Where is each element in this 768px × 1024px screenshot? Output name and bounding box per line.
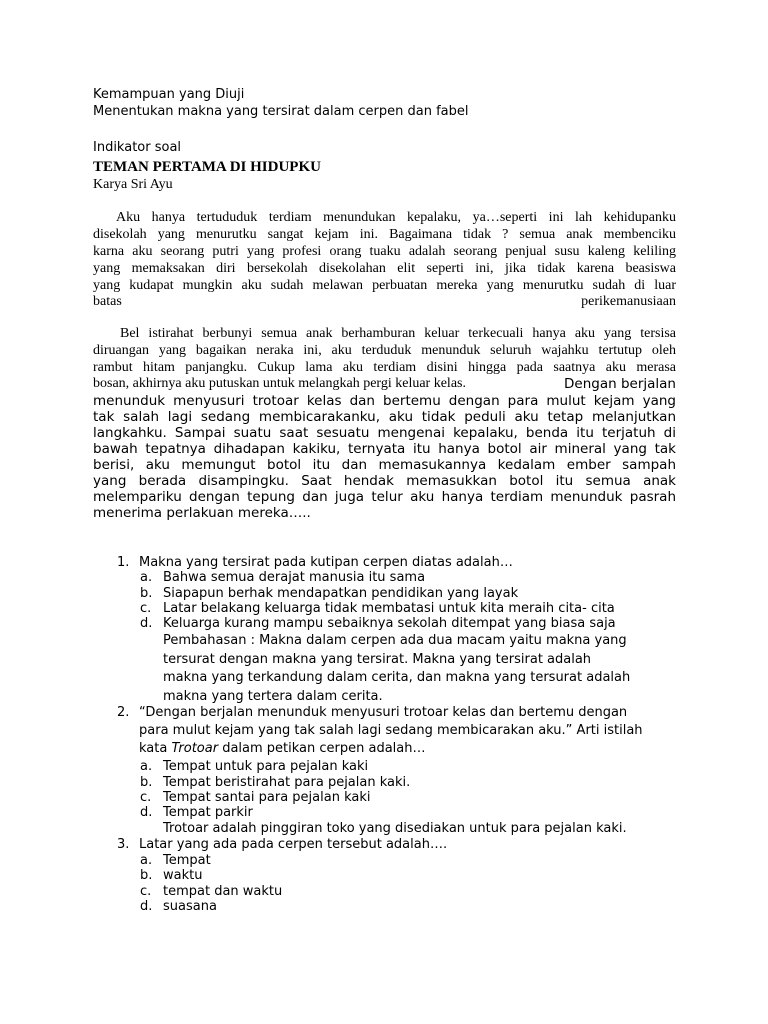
story-title: TEMAN PERTAMA DI HIDUPKU <box>93 159 321 175</box>
option-text: Latar belakang keluarga tidak membatasi untuk kita meraih cita- cita <box>163 601 615 616</box>
story-p2-line: rambut hitam panjangku. Cukup lama aku terdiam disini hingga pada saatnya aku merasa <box>93 360 676 375</box>
story-p1-line: karna aku seorang putri yang profesi orang tuaku adalah seorang penjual susu kaleng keliling <box>93 244 676 259</box>
option-letter: a. <box>140 759 153 774</box>
option-text: Tempat beristirahat para pejalan kaki. <box>163 775 411 790</box>
story-p2-line: Bel istirahat berbunyi semua anak berhamburan keluar terkecuali hanya aku yang tersisa <box>120 326 676 341</box>
option-letter: a. <box>140 853 153 868</box>
option-letter: c. <box>140 601 152 616</box>
option-text: tempat dan waktu <box>163 884 283 899</box>
option-text: Tempat parkir <box>163 805 253 820</box>
option-letter: a. <box>140 570 153 585</box>
story-p2-line: menerima perlakuan mereka….. <box>93 505 311 521</box>
explanation-line: tersurat dengan makna yang tersirat. Makna yang tersirat adalah <box>163 652 592 667</box>
story-p2-mixed-line <box>93 376 676 392</box>
question-text-pre: kata <box>139 741 172 756</box>
explanation-line: makna yang tertera dalam cerita. <box>163 689 383 704</box>
option-letter: b. <box>140 868 153 883</box>
question-text-post: dalam petikan cerpen adalah… <box>218 741 426 756</box>
option-text: Tempat untuk para pejalan kaki <box>163 759 369 774</box>
story-p1-line: batas <box>93 294 122 309</box>
explanation-line: makna yang terkandung dalam cerita, dan makna yang tersurat adalah <box>163 670 631 685</box>
story-p2-line: tak salah lagi sedang membicarakanku, aku tidak peduli aku tetap melanjutkan <box>93 409 676 425</box>
story-p1-line: disekolah yang menurutku sangat kejam ini. Bagaimana tidak ? semua anak membenciku <box>93 227 676 242</box>
story-p2-line: yang berada disampingku. Saat hendak memasukkan botol itu semua anak <box>93 473 676 489</box>
story-p1-line: perikemanusiaan <box>581 294 676 309</box>
option-text: Tempat <box>163 853 211 868</box>
story-p2-line: berisi, aku memungut botol itu dan memasukannya kedalam ember sampah <box>93 457 676 473</box>
question-number: 3. <box>117 837 130 852</box>
kemampuan-value: Menentukan makna yang tersirat dalam cerpen dan fabel <box>93 104 469 119</box>
option-letter: b. <box>140 775 153 790</box>
question-number: 2. <box>117 705 130 720</box>
explanation-line: Pembahasan : Makna dalam cerpen ada dua macam yaitu makna yang <box>163 633 627 648</box>
story-author: Karya Sri Ayu <box>93 177 173 192</box>
option-text: waktu <box>163 868 203 883</box>
option-letter: c. <box>140 790 152 805</box>
option-letter: c. <box>140 884 152 899</box>
story-p2-line: diruangan yang bagaikan neraka ini, aku terduduk menunduk seluruh wajahku tertutup oleh <box>93 343 676 358</box>
kemampuan-label: Kemampuan yang Diuji <box>93 87 245 102</box>
story-p2-line: melempariku dengan tepung dan juga telur aku hanya terdiam menunduk pasrah <box>93 489 676 505</box>
option-text: suasana <box>163 899 217 914</box>
option-text: Siapapun berhak mendapatkan pendidikan yang layak <box>163 586 519 601</box>
option-text: Tempat santai para pejalan kaki <box>163 790 371 805</box>
explanation-line: Trotoar adalah pinggiran toko yang disediakan untuk para pejalan kaki. <box>163 821 627 836</box>
story-p2-line: langkahku. Sampai suatu saat sesuatu mengenai kepalaku, benda itu terjatuh di <box>93 425 676 441</box>
question-text <box>139 741 426 756</box>
option-text: Keluarga kurang mampu sebaiknya sekolah ditempat yang biasa saja <box>163 616 616 631</box>
story-p2-line: bawah tepatnya dihadapan kakiku, ternyata itu hanya botol air mineral yang tak <box>93 441 676 457</box>
question-text-italic: Trotoar <box>171 741 219 756</box>
option-text: Bahwa semua derajat manusia itu sama <box>163 570 426 585</box>
question-text: “Dengan berjalan menunduk menyusuri trotoar kelas dan bertemu dengan <box>139 705 628 720</box>
story-p2-mixed-sans: Dengan berjalan <box>564 376 676 392</box>
story-p2-line: menunduk menyusuri trotoar kelas dan bertemu dengan para mulut kejam yang <box>93 393 676 409</box>
question-number: 1. <box>117 555 130 570</box>
option-letter: d. <box>140 805 153 820</box>
option-letter: d. <box>140 616 153 631</box>
question-text: Makna yang tersirat pada kutipan cerpen diatas adalah… <box>139 555 513 570</box>
story-p1-line: yang kudapat mungkin aku sudah melawan perbuatan mereka yang menurutku sudah di luar <box>93 278 676 293</box>
option-letter: b. <box>140 586 153 601</box>
story-p2-mixed-serif: bosan, akhirnya aku putuskan untuk melangkah pergi keluar kelas. <box>93 376 466 391</box>
question-text: Latar yang ada pada cerpen tersebut adalah…. <box>139 837 448 852</box>
question-text: para mulut kejam yang tak salah lagi sedang membicarakan aku.” Arti istilah <box>139 723 643 738</box>
option-letter: d. <box>140 899 153 914</box>
story-p1-line: yang memaksakan diri bersekolah disekolahan elit seperti ini, jika tidak karena beasiswa <box>93 261 676 276</box>
story-p1-line: Aku hanya tertududuk terdiam menundukan kepalaku, ya…seperti ini lah kehidupanku <box>116 210 676 225</box>
indikator-label: Indikator soal <box>93 140 182 155</box>
